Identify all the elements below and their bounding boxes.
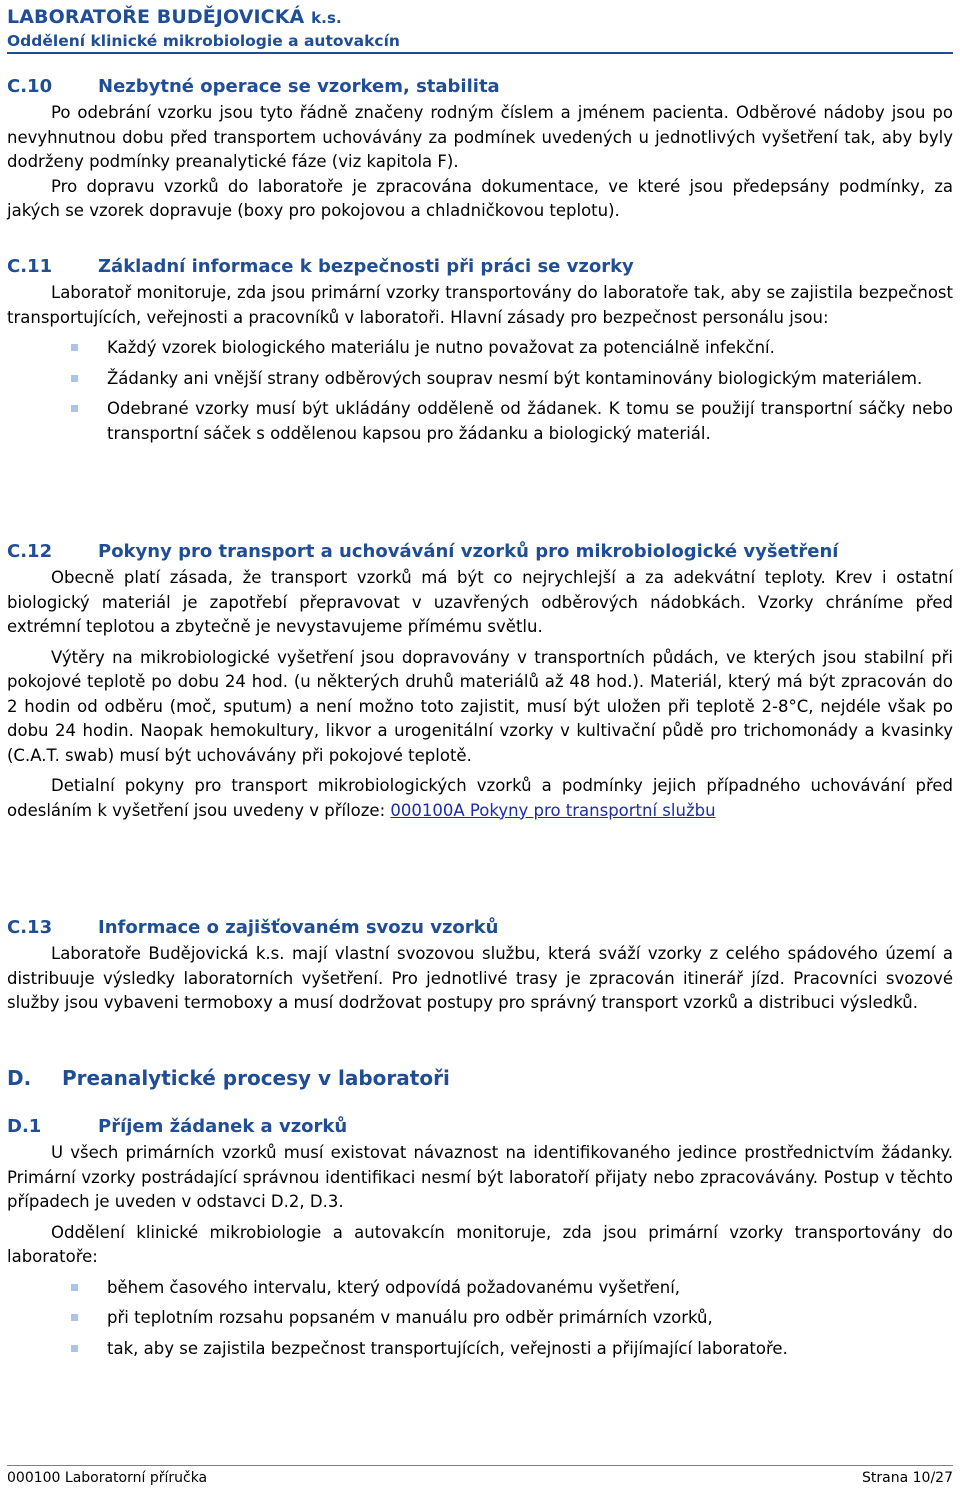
section-heading (7, 76, 953, 97)
section-number: C.13 (7, 917, 53, 938)
section-heading (7, 917, 953, 938)
list-item (7, 1276, 953, 1301)
list-item-text: Každý vzorek biologického materiálu je nutno považovat za potenciálně infekční. (107, 338, 775, 357)
bullet-marker-icon (71, 1345, 78, 1352)
bullet-marker-icon (71, 344, 78, 351)
section-d (7, 1066, 953, 1090)
list-item-text: Odebrané vzorky musí být ukládány odděleně od žádanek. K tomu se použijí transportní sáčky nebo transportní sáček s oddělenou kapsou pro žádanku a biologický materiál. (107, 399, 953, 443)
list-item (7, 367, 953, 392)
paragraph: Po odebrání vzorku jsou tyto řádně značeny rodným číslem a jménem pacienta. Odběrové nádoby jsou po nevyhnutnou dobu před transportem uchovávány za podmínek uvedených u jednotlivých vyšetření tak, aby byly dodrženy podmínky preanalytické fáze (viz kapitola F). (7, 103, 953, 171)
org-suffix: k.s. (311, 9, 342, 27)
section-number: C.11 (7, 256, 53, 277)
org-name: LABORATOŘE BUDĚJOVICKÁ (7, 6, 305, 28)
section-number: C.12 (7, 541, 53, 562)
list-item (7, 1306, 953, 1331)
bullet-marker-icon (71, 1284, 78, 1291)
paragraph: Oddělení klinické mikrobiologie a autovakcín monitoruje, zda jsou primární vzorky transportovány do laboratoře: (7, 1222, 953, 1266)
appendix-link[interactable]: 000100A Pokyny pro transportní službu (390, 800, 716, 820)
section-title: Příjem žádanek a vzorků (98, 1116, 348, 1137)
section-title: Základní informace k bezpečnosti při práci se vzorky (98, 256, 634, 277)
paragraph-text: Detialní pokyny pro transport mikrobiologických vzorků a podmínky jejich případného uchovávání před odesláním k vyšetření jsou uvedeny v příloze: (7, 776, 953, 820)
header-rule (7, 52, 953, 54)
list-item-text: tak, aby se zajistila bezpečnost transportujících, veřejnosti a přijímající laboratoře. (107, 1338, 788, 1358)
chapter-title: Preanalytické procesy v laboratoři (62, 1066, 450, 1090)
paragraph: U všech primárních vzorků musí existovat návaznost na identifikovaného jedince prostřednictvím žádanky. Primární vzorky postrádající správnou identifikaci nesmí být laboratoří přijaty nebo zpracovávány. Postup v těchto případech je uveden v odstavci D.2, D.3. (7, 1143, 953, 1211)
section-c12 (7, 541, 953, 823)
footer-document-name: 000100 Laboratorní příručka (7, 1470, 208, 1486)
footer-rule (7, 1465, 953, 1466)
section-c11 (7, 256, 953, 446)
section-d1 (7, 1116, 953, 1361)
paragraph: Laboratoř monitoruje, zda jsou primární vzorky transportovány do laboratoře tak, aby se zajistila bezpečnost transportujících, veřejnosti a pracovníků v laboratoři. Hlavní zásady pro bezpečnost personálu jsou: (7, 283, 953, 327)
paragraph: Laboratoře Budějovická k.s. mají vlastní svozovou službu, která sváží vzorky z celého spádového území a distribuuje výsledky laboratorních vyšetření. Pro jednotlivé trasy je zpracován itinerář jízd. Pracovníci svozové služby jsou vybaveni termoboxy a musí dodržovat postupy pro správný transport vzorků a distribuci výsledků. (7, 944, 953, 1012)
section-c10 (7, 76, 953, 224)
bullet-marker-icon (71, 405, 78, 412)
department-name: Oddělení klinické mikrobiologie a autovakcín (7, 32, 400, 50)
list-item-text: při teplotním rozsahu popsaném v manuálu pro odběr primárních vzorků, (107, 1308, 713, 1327)
document-page (7, 0, 953, 1491)
section-title: Informace o zajišťovaném svozu vzorků (98, 917, 499, 938)
list-item-text: Žádanky ani vnější strany odběrových souprav nesmí být kontaminovány biologickým materiálem. (107, 368, 923, 388)
chapter-number: D. (7, 1066, 32, 1090)
section-heading (7, 541, 953, 562)
section-heading (7, 1116, 953, 1137)
list-item (7, 397, 953, 446)
paragraph: Výtěry na mikrobiologické vyšetření jsou dopravovány v transportních půdách, ve kterých jsou stabilní při pokojové teplotě po dobu 24 hod. (u některých druhů materiálů až 48 hod.). Materiál, který má být zpracován do 2 hodin od odběru (moč, sputum) a není možno toto zajistit, musí být uložen při teplotě 2-8°C, nejdéle však po dobu 24 hodin. Naopak hemokultury, likvor a urogenitální vzorky v kultivační půdě pro trichomonády a kvasinky (C.A.T. swab) musí být uchovávány při pokojové teplotě. (7, 647, 953, 765)
list-item-text: během časového intervalu, který odpovídá požadovanému vyšetření, (107, 1277, 681, 1297)
paragraph (7, 774, 953, 823)
list-item (7, 1337, 953, 1362)
paragraph: Pro dopravu vzorků do laboratoře je zpracována dokumentace, ve které jsou předepsány podmínky, za jakých se vzorek dopravuje (boxy pro pokojovou a chladničkovou teplotu). (7, 176, 953, 220)
bullet-marker-icon (71, 1314, 78, 1321)
bullet-marker-icon (71, 375, 78, 382)
section-title: Pokyny pro transport a uchovávání vzorků pro mikrobiologické vyšetření (98, 541, 839, 562)
org-title (7, 6, 342, 28)
footer-page-number: Strana 10/27 (862, 1470, 953, 1486)
list-item (7, 336, 953, 361)
section-heading (7, 256, 953, 277)
chapter-heading (7, 1066, 953, 1090)
paragraph: Obecně platí zásada, že transport vzorků má být co nejrychlejší a za adekvátní teploty. Krev i ostatní biologický materiál je zapotřebí přepravovat v uzavřených odběrových nádobkách. Vzorky chráníme před extrémní teplotou a zbytečně je nevystavujeme přímému světlu. (7, 568, 953, 636)
section-title: Nezbytné operace se vzorkem, stabilita (98, 76, 500, 97)
section-number: C.10 (7, 76, 53, 97)
section-c13 (7, 917, 953, 1016)
section-number: D.1 (7, 1116, 42, 1137)
